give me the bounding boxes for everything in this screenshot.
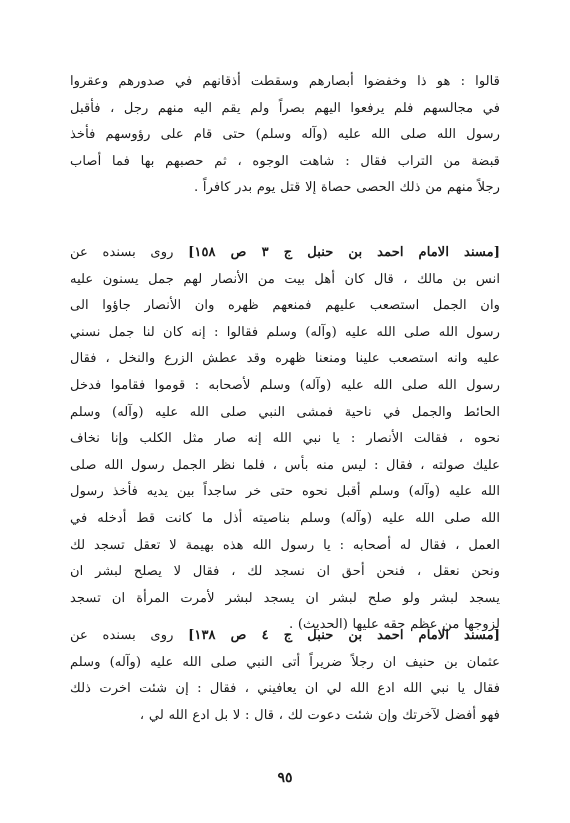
text-line: العمل ، فقال له أصحابه : يا رسول الله هذه بهيمة لا تعقل تسجد لك: [70, 537, 500, 553]
text-line: وان الجمل استصعب عليهم فمنعهم ظهره وان الأنصار جاؤوا الى: [70, 298, 500, 314]
text-line: يسجد لبشر ولو صلح لبشر ان يسجد لبشر لأمرت المرأة ان تسجد: [70, 590, 500, 606]
text-line: قبضة من التراب فقال : شاهت الوجوه ، ثم حصبهم بها فما أصاب: [70, 153, 500, 169]
page-number: ٩٥: [277, 770, 293, 786]
source-citation: [مسند الامام احمد بن حنبل ج ٣ ص ١٥٨]: [188, 245, 500, 260]
source-line: [70, 240, 500, 267]
source-intro: روى بسنده عن: [70, 245, 174, 260]
text-line: رسول الله صلى الله عليه (وآله) وسلم لأصحابه : قوموا فقاموا فدخل: [70, 377, 500, 393]
text-line: الله عليه (وآله) وسلم أقبل نحوه حتى خر ساجداً بين يديه فأخذ رسول: [70, 484, 500, 500]
text-line: الله صلى الله عليه (وآله) وسلم بناصيته أذل ما كانت قط أدخله في: [70, 510, 500, 526]
text-line: عليك صولته ، فقال : ليس منه بأس ، فلما نظر الجمل رسول الله صلى: [70, 457, 500, 473]
source-intro: روى بسنده عن: [70, 628, 174, 643]
paragraph-3: [70, 623, 500, 729]
text-line: ونحن نعقل ، فنحن أحق ان نسجد لك ، فقال لا يصلح لبشر ان: [70, 564, 500, 580]
text-line: الحائط والجمل في ناحية فمشى النبي صلى الله عليه (وآله) وسلم: [70, 404, 500, 420]
paragraph-1: [70, 69, 500, 202]
source-citation: [مسند الامام احمد بن حنبل ج ٤ ص ١٣٨]: [188, 628, 500, 643]
text-line: انس بن مالك ، قال كان أهل بيت من الأنصار لهم جمل يسنون عليه: [70, 271, 500, 287]
text-line: لزوجها من عظم حقه عليها (الحديث) .: [288, 617, 500, 633]
paragraph-2: [70, 240, 500, 639]
source-line: [70, 623, 500, 650]
text-line: فقال يا نبي الله ادع الله لي ان يعافيني ، فقال : إن شئت اخرت ذلك: [70, 681, 500, 697]
text-line: في مجالسهم فلم يرفعوا اليهم بصراً ولم يقم اليه منهم رجل ، فأقبل: [70, 100, 500, 116]
text-line: رسول الله صلى الله عليه (وآله وسلم) حتى قام على رؤوسهم فأخذ: [70, 127, 500, 143]
text-line: رجلاً منهم من ذلك الحصى حصاة إلا قتل يوم بدر كافراً .: [194, 180, 500, 196]
text-line: عثمان بن حنيف ان رجلاً ضريراً أتى النبي صلى الله عليه (وآله) وسلم: [70, 654, 500, 670]
text-line: قالوا : هو ذا وخفضوا أبصارهم وسقطت أذقانهم في صدورهم وعقروا: [70, 74, 500, 89]
text-line: فهو أفضل لآخرتك وإن شئت دعوت لك ، قال : لا بل ادع الله لي ،: [139, 707, 500, 723]
text-line: رسول الله صلى الله عليه (وآله) وسلم فقالوا : إنه كان لنا جمل نسني: [70, 324, 500, 340]
text-line: نحوه ، فقالت الأنصار : يا نبي الله إنه صار مثل الكلب وإنا نخاف: [70, 431, 500, 447]
text-line: عليه وانه استصعب علينا ومنعنا ظهره وقد عطش الزرع والنخل ، فقال: [70, 351, 500, 367]
